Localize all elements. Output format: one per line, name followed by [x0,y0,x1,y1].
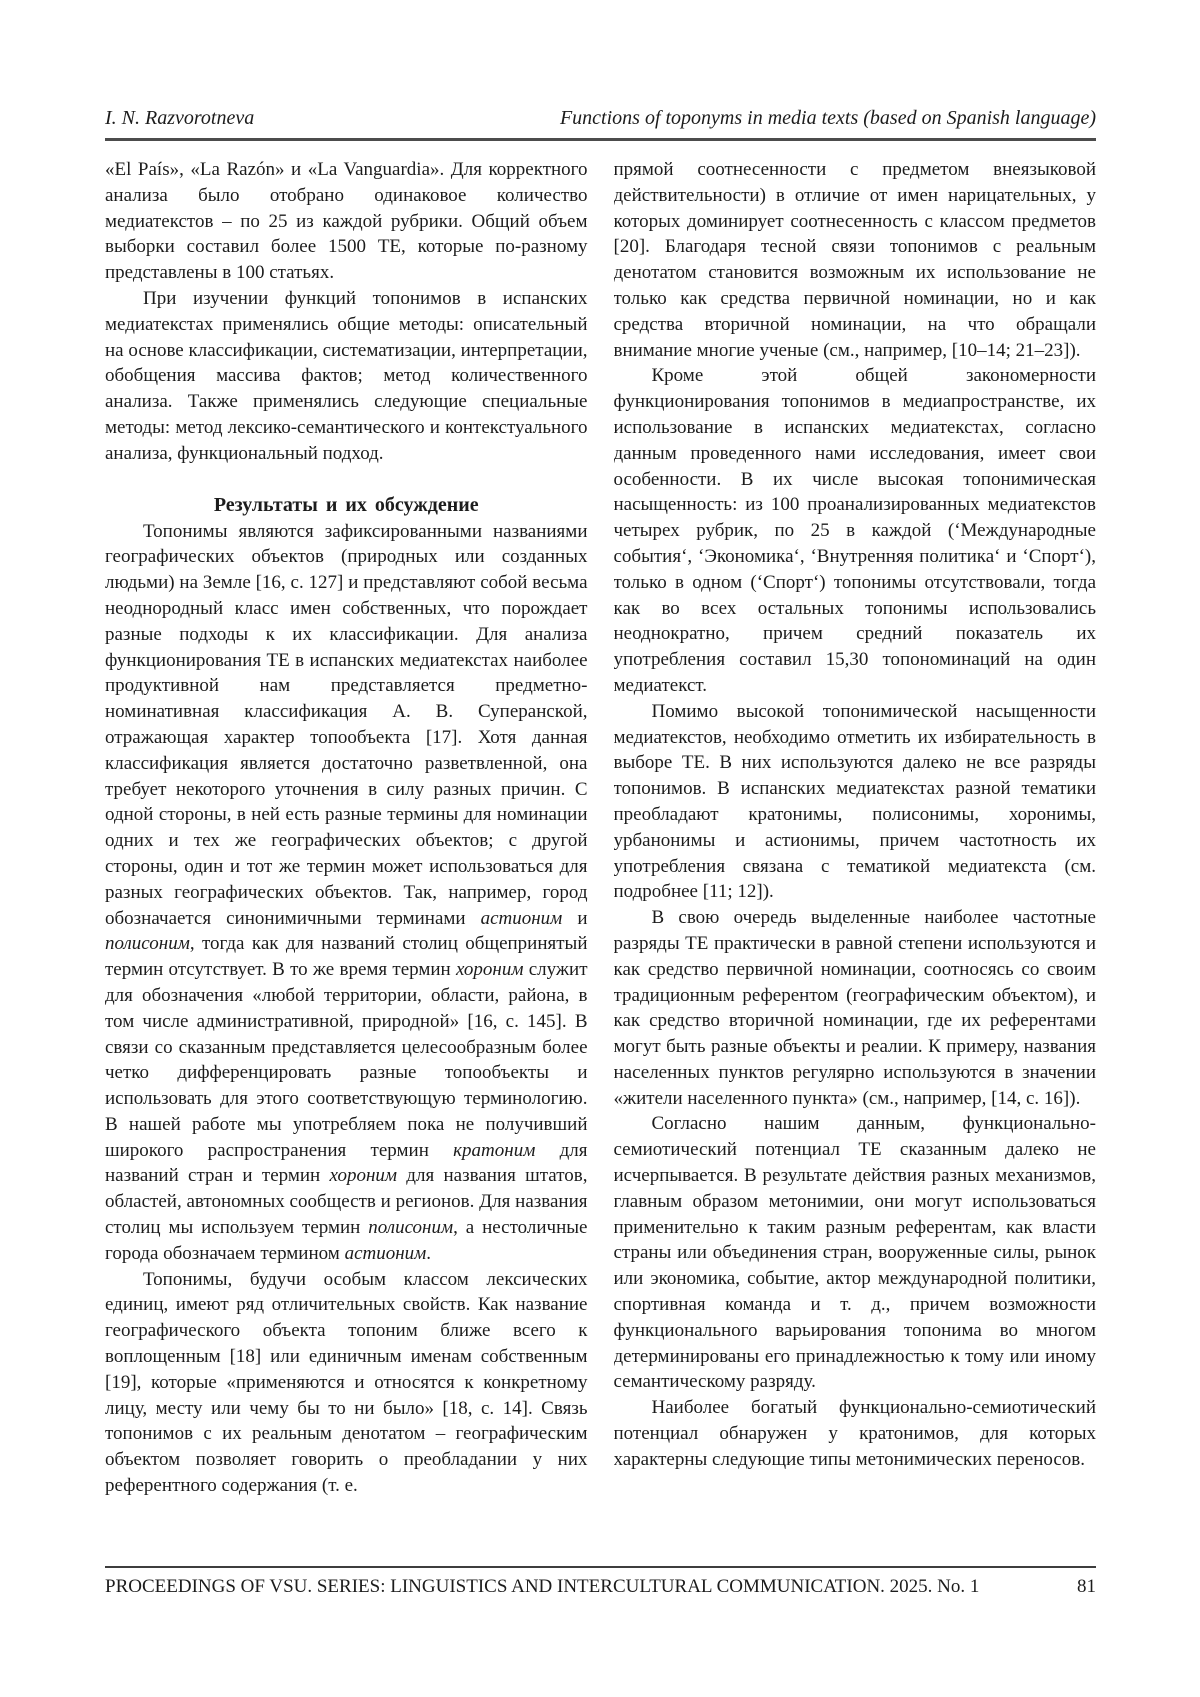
paragraph: Топонимы являются зафиксированными названиями географических объектов (природных или созданных людьми) на Земле [16, с. 127] и представляют собой весьма неоднородный класс имен собственных, что порождает разные подходы к их классификации. Для анализа функционирования ТЕ в испанских медиатекстах наиболее продуктивной нам представляется предметно-номинативная классификация А. В. Суперанской, отражающая характер топообъекта [17]. Хотя данная классификация является достаточно разветвленной, она требует некоторого уточнения в силу разных причин. С одной стороны, в ней есть разные термины для номинации одних и тех же географических объектов; с другой стороны, один и тот же термин может использоваться для разных географических объектов. Так, например, город обозначается синонимичными терминами астионим и полисоним, тогда как для названий столиц общепринятый термин отсутствует. В то же время термин хороним служит для обозначения «любой территории, области, района, в том числе административной, природной» [16, с. 145]. В связи со сказанным представляется целесообразным более четко дифференцировать разные топообъекты и использовать для этого соответствующую терминологию. В нашей работе мы употребляем пока не получивший широкого распространения термин кратоним для названий стран и термин хороним для названия штатов, областей, автономных сообществ и регионов. Для названия столиц мы используем термин полисоним, а нестоличные города обозначаем термином астионим. [105,520,588,1264]
paragraph: Наиболее богатый функционально-семиотический потенциал обнаружен у кратонимов, для которых характерны следующие типы метонимических переносов. [613,1397,1096,1470]
section-heading: Результаты и их обсуждение [213,493,479,516]
footer-journal-line: PROCEEDINGS OF VSU. SERIES: LINGUISTICS AND INTERCULTURAL COMMUNICATION. 2025. No. 1 [105,1576,980,1597]
column-right [614,157,1097,1561]
paragraph: Топонимы, будучи особым классом лексических единиц, имеют ряд отличительных свойств. Как название географического объекта топоним ближе всего к воплощенным [18] или единичным именам собственным [19], которые «применяются и относятся к конкретному лицу, месту или чему бы то ни было» [18, с. 14]. Связь топонимов с их реальным денотатом – географическим объектом позволяет говорить о преобладании у них референтного содержания (т. е. [105,1268,588,1497]
running-header [105,106,1096,130]
paragraph: Помимо высокой топонимической насыщенности медиатекстов, необходимо отметить их избирательность в выборе ТЕ. В них используются далеко не все разряды топонимов. В испанских медиатекстах разной тематики преобладают кратонимы, полисонимы, хоронимы, урбанонимы и астионимы, причем частотность их употребления связана с тематикой медиатекста (см. подробнее [11; 12]). [613,700,1096,903]
running-header-author: I. N. Razvorotneva [105,107,255,129]
paragraph: прямой соотнесенности с предметом внеязыковой действительности) в отличие от имен нарицательных, у которых доминирует соотнесенность с классом предметов [20]. Благодаря тесной связи топонимов с реальным денотатом становится возможным их использование не только как средства первичной номинации, но и как средства вторичной номинации, на что обращали внимание многие ученые (см., например, [10–14; 21–23]). [613,159,1096,361]
body-columns [105,157,1096,1561]
footer-page-number: 81 [1077,1576,1096,1597]
running-header-title: Functions of toponyms in media texts (based on Spanish language) [559,107,1096,129]
paragraph: «El País», «La Razón» и «La Vanguardia». Для корректного анализа было отобрано одинаковое количество медиатекстов – по 25 из каждой рубрики. Общий объем выборки составил более 1500 ТЕ, которые по-разному представлены в 100 статьях. [105,159,588,284]
header-rule-divider [105,138,1096,141]
column-left [105,157,588,1561]
paragraph: Кроме этой общей закономерности функционирования топонимов в медиапространстве, их использование в испанских медиатекстах, согласно данным проведенного нами исследования, имеет свои особенности. В их числе высокая топонимическая насыщенность: из 100 проанализированных медиатекстов четырех рубрик, по 25 в каждой (‘Международные события‘, ‘Экономика‘, ‘Внутренняя политика‘ и ‘Спорт‘), только в одном (‘Спорт‘) топонимы отсутствовали, тогда как во всех остальных топонимы использовались неоднократно, причем средний показатель их употребления составил 15,30 топономинаций на один медиатекст. [613,365,1096,696]
page-footer [105,1566,1096,1599]
paragraph: Согласно нашим данным, функционально-семиотический потенциал ТЕ сказанным далеко не исчерпывается. В результате действия разных механизмов, главным образом метонимии, они могут использоваться применительно к таким разным референтам, как власти страны или объединения стран, вооруженные силы, рынок или экономика, событие, актор международной политики, спортивная команда и т. д., причем возможности функционального варьирования топонима во многом детерминированы его принадлежностью к тому или иному семантическому разряду. [613,1113,1096,1393]
paragraph: При изучении функций топонимов в испанских медиатекстах применялись общие методы: описательный на основе классификации, систематизации, интерпретации, обобщения массива фактов; метод количественного анализа. Также применялись следующие специальные методы: метод лексико-семантического и контекстуального анализа, функциональный подход. [105,287,588,464]
paragraph: В свою очередь выделенные наиболее частотные разряды ТЕ практически в равной степени используются и как средство первичной номинации, соотносясь со своим традиционным референтом (географическим объектом), и как средство вторичной номинации, где их референтами могут быть разные объекты и реалии. К примеру, названия населенных пунктов регулярно используются в значении «жители населенного пункта» (см., например, [14, с. 16]). [613,907,1096,1109]
